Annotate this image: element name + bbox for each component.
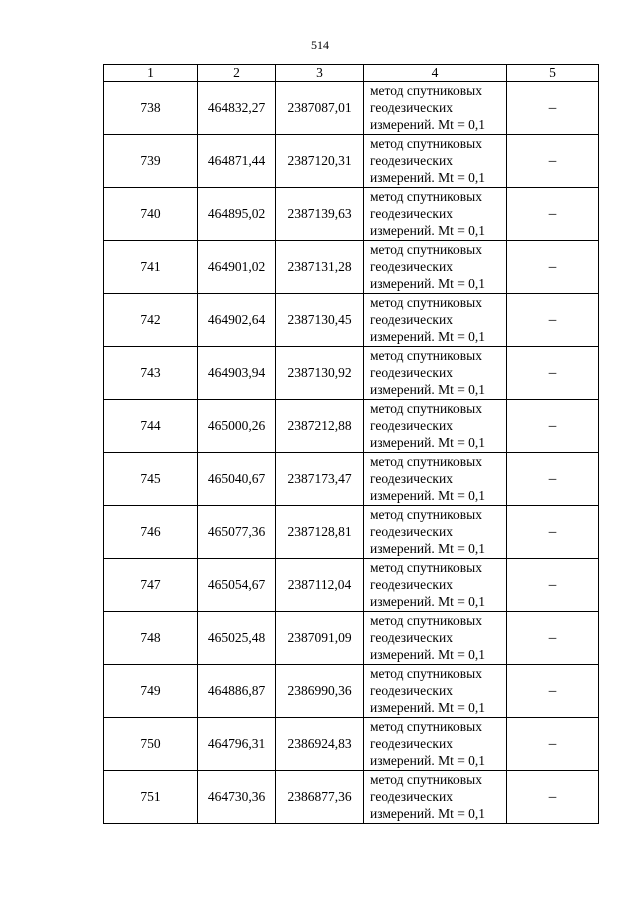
y-coordinate-cell: 2386924,83: [276, 718, 364, 771]
method-cell: [364, 241, 507, 294]
method-text-line: измерений. Mt = 0,1: [370, 806, 486, 821]
method-text-line: измерений. Mt = 0,1: [370, 223, 486, 238]
method-text-line: геодезических: [370, 471, 453, 486]
method-text-line: измерений. Mt = 0,1: [370, 117, 486, 132]
table-row: [104, 82, 599, 135]
point-number-cell: 740: [104, 188, 198, 241]
method-cell: [364, 400, 507, 453]
method-text-line: геодезических: [370, 365, 453, 380]
method-text-line: геодезических: [370, 418, 453, 433]
note-cell: –: [507, 188, 599, 241]
method-text-line: метод спутниковых: [370, 613, 482, 628]
method-text-line: метод спутниковых: [370, 189, 482, 204]
method-text-line: метод спутниковых: [370, 83, 482, 98]
method-cell: [364, 665, 507, 718]
table-row: [104, 559, 599, 612]
method-text-line: геодезических: [370, 312, 453, 327]
y-coordinate-cell: 2386990,36: [276, 665, 364, 718]
method-text-line: метод спутниковых: [370, 507, 482, 522]
method-text-line: геодезических: [370, 524, 453, 539]
y-coordinate-cell: 2387212,88: [276, 400, 364, 453]
y-coordinate-cell: 2387130,92: [276, 347, 364, 400]
column-header-2: 2: [198, 65, 276, 82]
point-number-cell: 747: [104, 559, 198, 612]
method-text-line: измерений. Mt = 0,1: [370, 647, 486, 662]
note-cell: –: [507, 241, 599, 294]
x-coordinate-cell: 464886,87: [198, 665, 276, 718]
table-header-row: [104, 65, 599, 82]
x-coordinate-cell: 464796,31: [198, 718, 276, 771]
x-coordinate-cell: 464895,02: [198, 188, 276, 241]
method-text-line: геодезических: [370, 100, 453, 115]
note-cell: –: [507, 506, 599, 559]
page-number: 514: [311, 38, 329, 52]
y-coordinate-cell: 2386877,36: [276, 771, 364, 824]
method-text-line: метод спутниковых: [370, 719, 482, 734]
y-coordinate-cell: 2387120,31: [276, 135, 364, 188]
method-text-line: метод спутниковых: [370, 295, 482, 310]
coordinates-table: [103, 64, 599, 824]
point-number-cell: 748: [104, 612, 198, 665]
method-text-line: геодезических: [370, 259, 453, 274]
point-number-cell: 751: [104, 771, 198, 824]
method-text-line: измерений. Mt = 0,1: [370, 594, 486, 609]
note-cell: –: [507, 612, 599, 665]
method-cell: [364, 718, 507, 771]
method-text-line: метод спутниковых: [370, 136, 482, 151]
method-cell: [364, 453, 507, 506]
method-text-line: геодезических: [370, 683, 453, 698]
y-coordinate-cell: 2387112,04: [276, 559, 364, 612]
x-coordinate-cell: 464901,02: [198, 241, 276, 294]
x-coordinate-cell: 465025,48: [198, 612, 276, 665]
note-cell: –: [507, 82, 599, 135]
table-row: [104, 718, 599, 771]
method-text-line: измерений. Mt = 0,1: [370, 276, 486, 291]
point-number-cell: 742: [104, 294, 198, 347]
note-cell: –: [507, 400, 599, 453]
y-coordinate-cell: 2387131,28: [276, 241, 364, 294]
method-text-line: измерений. Mt = 0,1: [370, 700, 486, 715]
table-row: [104, 400, 599, 453]
method-text-line: измерений. Mt = 0,1: [370, 329, 486, 344]
method-cell: [364, 506, 507, 559]
note-cell: –: [507, 347, 599, 400]
method-text-line: метод спутниковых: [370, 348, 482, 363]
point-number-cell: 741: [104, 241, 198, 294]
point-number-cell: 745: [104, 453, 198, 506]
point-number-cell: 738: [104, 82, 198, 135]
point-number-cell: 746: [104, 506, 198, 559]
method-text-line: измерений. Mt = 0,1: [370, 382, 486, 397]
method-text-line: метод спутниковых: [370, 666, 482, 681]
method-text-line: измерений. Mt = 0,1: [370, 541, 486, 556]
x-coordinate-cell: 464730,36: [198, 771, 276, 824]
method-text-line: геодезических: [370, 577, 453, 592]
method-text-line: геодезических: [370, 736, 453, 751]
method-text-line: измерений. Mt = 0,1: [370, 435, 486, 450]
table-row: [104, 665, 599, 718]
x-coordinate-cell: 465054,67: [198, 559, 276, 612]
method-text-line: измерений. Mt = 0,1: [370, 753, 486, 768]
table-row: [104, 188, 599, 241]
table-row: [104, 453, 599, 506]
method-text-line: метод спутниковых: [370, 242, 482, 257]
column-header-4: 4: [364, 65, 507, 82]
table-row: [104, 135, 599, 188]
y-coordinate-cell: 2387130,45: [276, 294, 364, 347]
method-cell: [364, 294, 507, 347]
table-row: [104, 506, 599, 559]
method-text-line: измерений. Mt = 0,1: [370, 170, 486, 185]
x-coordinate-cell: 464832,27: [198, 82, 276, 135]
method-text-line: геодезических: [370, 153, 453, 168]
y-coordinate-cell: 2387091,09: [276, 612, 364, 665]
method-cell: [364, 188, 507, 241]
x-coordinate-cell: 464871,44: [198, 135, 276, 188]
note-cell: –: [507, 665, 599, 718]
x-coordinate-cell: 464903,94: [198, 347, 276, 400]
x-coordinate-cell: 465040,67: [198, 453, 276, 506]
note-cell: –: [507, 771, 599, 824]
method-cell: [364, 771, 507, 824]
point-number-cell: 739: [104, 135, 198, 188]
method-text-line: геодезических: [370, 630, 453, 645]
method-text-line: метод спутниковых: [370, 772, 482, 787]
table-row: [104, 347, 599, 400]
table-row: [104, 241, 599, 294]
point-number-cell: 749: [104, 665, 198, 718]
column-header-1: 1: [104, 65, 198, 82]
y-coordinate-cell: 2387139,63: [276, 188, 364, 241]
table-body: [104, 82, 599, 824]
method-text-line: геодезических: [370, 206, 453, 221]
table-row: [104, 771, 599, 824]
method-cell: [364, 559, 507, 612]
table-row: [104, 294, 599, 347]
y-coordinate-cell: 2387087,01: [276, 82, 364, 135]
x-coordinate-cell: 464902,64: [198, 294, 276, 347]
y-coordinate-cell: 2387128,81: [276, 506, 364, 559]
note-cell: –: [507, 453, 599, 506]
table-row: [104, 612, 599, 665]
point-number-cell: 750: [104, 718, 198, 771]
x-coordinate-cell: 465077,36: [198, 506, 276, 559]
method-text-line: метод спутниковых: [370, 454, 482, 469]
method-text-line: метод спутниковых: [370, 560, 482, 575]
point-number-cell: 744: [104, 400, 198, 453]
x-coordinate-cell: 465000,26: [198, 400, 276, 453]
column-header-3: 3: [276, 65, 364, 82]
note-cell: –: [507, 135, 599, 188]
y-coordinate-cell: 2387173,47: [276, 453, 364, 506]
note-cell: –: [507, 718, 599, 771]
method-cell: [364, 82, 507, 135]
method-cell: [364, 347, 507, 400]
method-text-line: геодезических: [370, 789, 453, 804]
method-cell: [364, 612, 507, 665]
note-cell: –: [507, 294, 599, 347]
note-cell: –: [507, 559, 599, 612]
method-text-line: измерений. Mt = 0,1: [370, 488, 486, 503]
column-header-5: 5: [507, 65, 599, 82]
point-number-cell: 743: [104, 347, 198, 400]
method-text-line: метод спутниковых: [370, 401, 482, 416]
method-cell: [364, 135, 507, 188]
